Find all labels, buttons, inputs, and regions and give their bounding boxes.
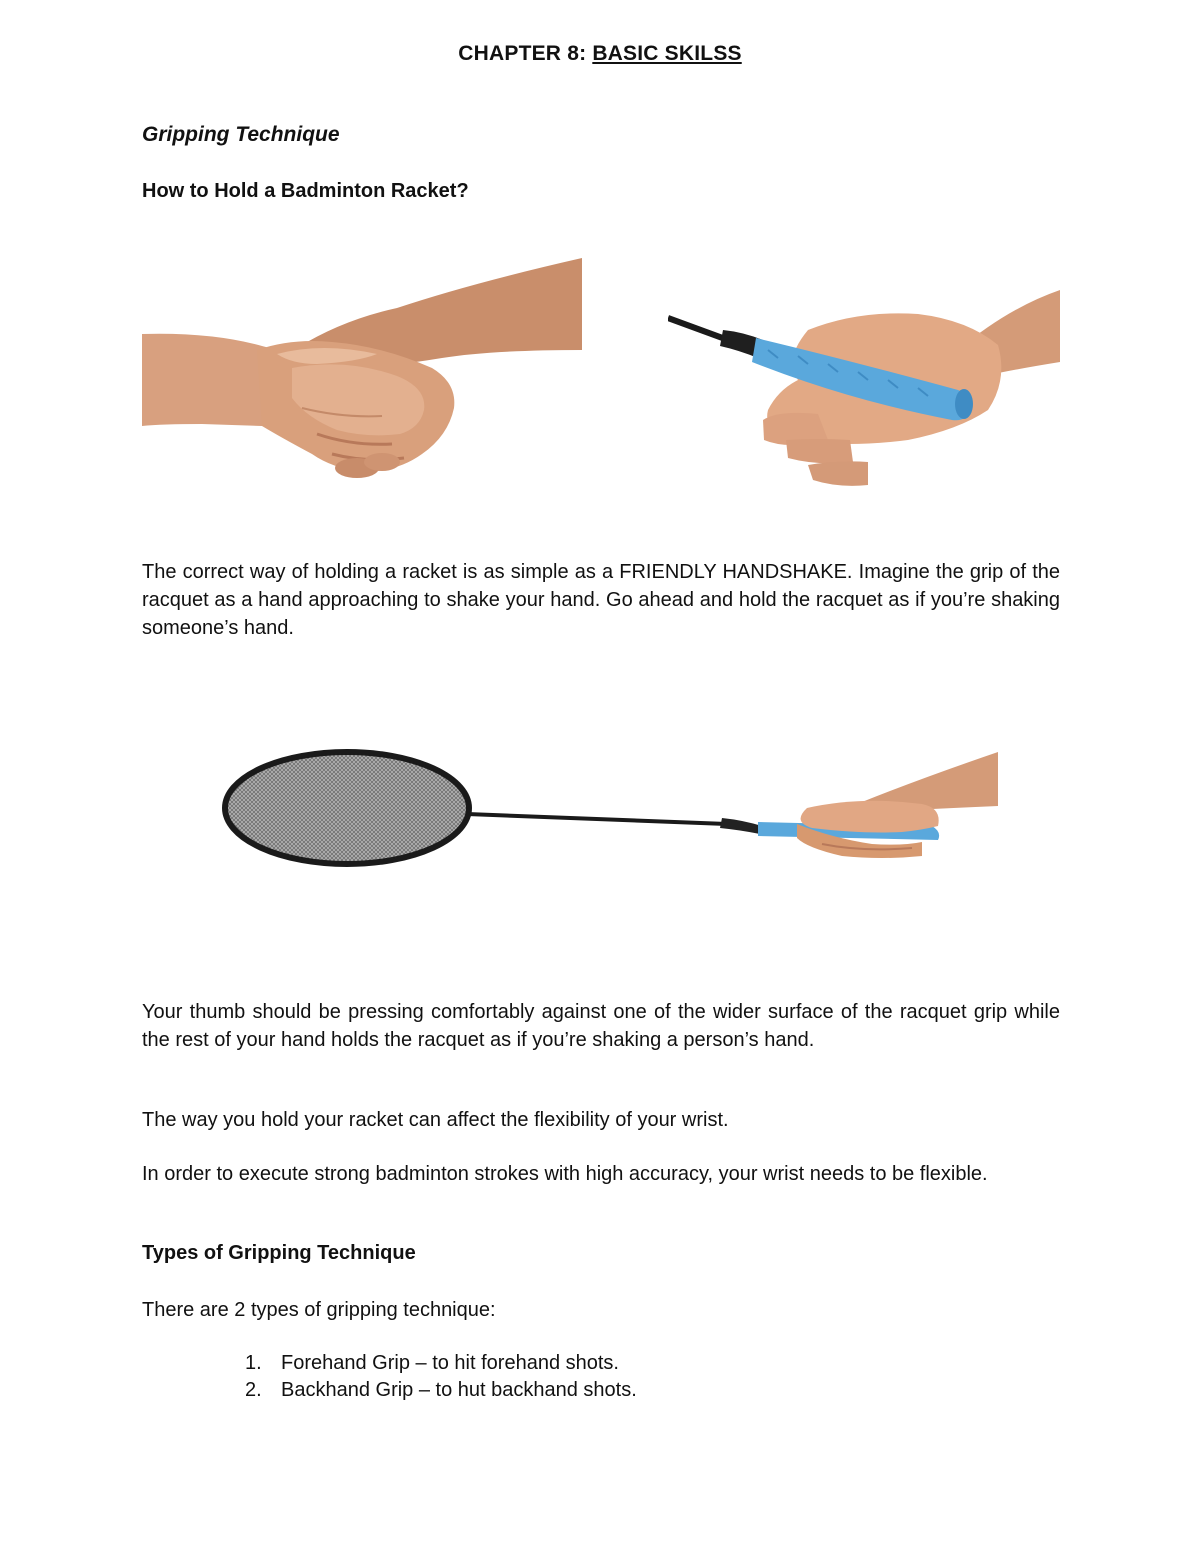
types-list (245, 1350, 637, 1404)
list-item (245, 1377, 637, 1404)
chapter-title (0, 42, 1200, 66)
paragraph-thumb: Your thumb should be pressing comfortably against one of the wider surface of the racquet grip while the rest of your hand holds the racquet as if you’re shaking a person’s hand. (142, 1001, 1060, 1051)
sub-heading: How to Hold a Badminton Racket? (142, 180, 469, 202)
handshake-photo (142, 258, 582, 490)
list-item-number: 1. (245, 1352, 262, 1374)
list-item-text: Forehand Grip – to hit forehand shots. (281, 1352, 619, 1374)
hand-grip-photo (668, 290, 1060, 490)
section-heading: Gripping Technique (142, 123, 340, 146)
types-heading: Types of Gripping Technique (142, 1242, 416, 1264)
chapter-title-prefix: CHAPTER 8: (458, 42, 593, 65)
paragraph-wrist: The way you hold your racket can affect the flexibility of your wrist. (142, 1109, 729, 1131)
paragraph-accuracy: In order to execute strong badminton strokes with high accuracy, your wrist needs to be flexible. (142, 1163, 988, 1185)
list-item-text: Backhand Grip – to hut backhand shots. (281, 1379, 637, 1401)
list-item-number: 2. (245, 1379, 262, 1401)
list-item (245, 1350, 637, 1377)
paragraph-handshake: The correct way of holding a racket is as simple as a FRIENDLY HANDSHAKE. Imagine the grip of the racquet as a hand approaching to shake your hand. Go ahead and hold the racquet as if you’re shaking someone’s hand. (142, 561, 1060, 639)
racket-photo (222, 748, 998, 876)
types-intro: There are 2 types of gripping technique: (142, 1299, 496, 1321)
chapter-title-underlined: BASIC SKILSS (592, 42, 742, 65)
